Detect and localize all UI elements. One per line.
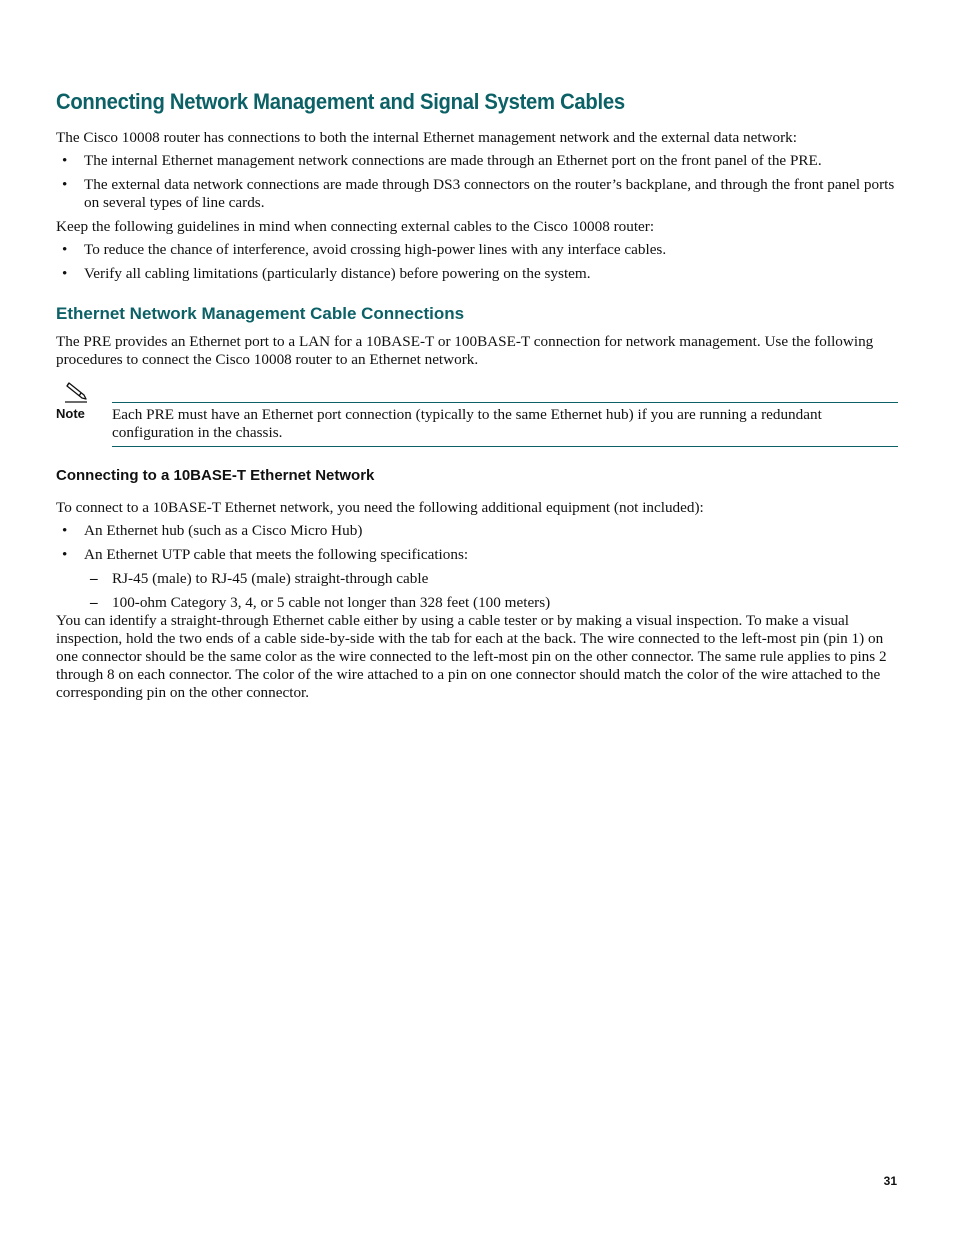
closing-paragraph: You can identify a straight-through Ethernet cable either by using a cable tester or by making a visual inspection. To make a visual inspection, hold the two ends of a cable side-by-side with the tab for each at the back. The wire connected to the left-most pin (pin 1) on one connector should be the same color as the wire connected to the left-most pin on the other connector. The same rule applies to pins 2 through 8 on each connector. The color of the wire attached to a pin on one connector should match the color of the wire attached to the corresponding pin on the other connector. (56, 612, 887, 701)
list-item: • To reduce the chance of interference, avoid crossing high-power lines with any interface cables. (62, 241, 667, 258)
bullet-icon: • (62, 522, 68, 539)
list-item: • The external data network connections are made through DS3 connectors on the router’s backplane, and through the front panel ports on several types of line cards. (62, 176, 895, 211)
list-item: • An Ethernet hub (such as a Cisco Micro Hub) (62, 522, 363, 539)
list-item: – RJ-45 (male) to RJ-45 (male) straight-through cable (90, 570, 429, 587)
intro-bullet-list (56, 152, 898, 212)
bullet-icon: • (62, 176, 68, 193)
section-heading: Ethernet Network Management Cable Connections (56, 304, 465, 323)
list-item: – 100-ohm Category 3, 4, or 5 cable not longer than 328 feet (100 meters) (90, 594, 551, 611)
list-item: • Verify all cabling limitations (particularly distance) before powering on the system. (62, 265, 591, 282)
note-label: Note (56, 406, 85, 421)
note-box (56, 381, 898, 445)
document-page (56, 89, 898, 707)
equipment-list (56, 522, 898, 612)
subsection-heading: Connecting to a 10BASE-T Ethernet Network (56, 467, 375, 484)
guidelines-intro: Keep the following guidelines in mind when connecting external cables to the Cisco 10008 router: (56, 218, 655, 235)
bullet-icon: • (62, 265, 68, 282)
guidelines-list (56, 241, 898, 283)
section-paragraph: The PRE provides an Ethernet port to a LAN for a 10BASE-T or 100BASE-T connection for network management. Use the following procedures to connect the Cisco 10008 router to an Ethernet network. (56, 333, 874, 368)
bullet-icon: • (62, 241, 68, 258)
main-title: Connecting Network Management and Signal System Cables (56, 89, 625, 114)
intro-paragraph: The Cisco 10008 router has connections to both the internal Ethernet management network and the external data network: (56, 129, 797, 146)
bullet-icon: • (62, 546, 68, 563)
subsection-intro: To connect to a 10BASE-T Ethernet network, you need the following additional equipment (not included): (56, 499, 704, 516)
list-item: • The internal Ethernet management network connections are made through an Ethernet port on the front panel of the PRE. (62, 152, 822, 169)
specs-list (84, 570, 898, 612)
page-number: 31 (883, 1174, 897, 1188)
dash-icon: – (90, 570, 98, 587)
bullet-icon: • (62, 152, 68, 169)
note-text: Each PRE must have an Ethernet port connection (typically to the same Ethernet hub) if you are running a redundant configuration in the chassis. (112, 402, 898, 447)
list-item: • An Ethernet UTP cable that meets the following specifications: – RJ-45 (male) to RJ-45 (male) straight-through cable – 100-ohm Category 3, 4, or 5 cable not longer than 328 feet (100 meters) (56, 546, 898, 612)
pencil-icon (64, 381, 88, 403)
dash-icon: – (90, 594, 98, 611)
